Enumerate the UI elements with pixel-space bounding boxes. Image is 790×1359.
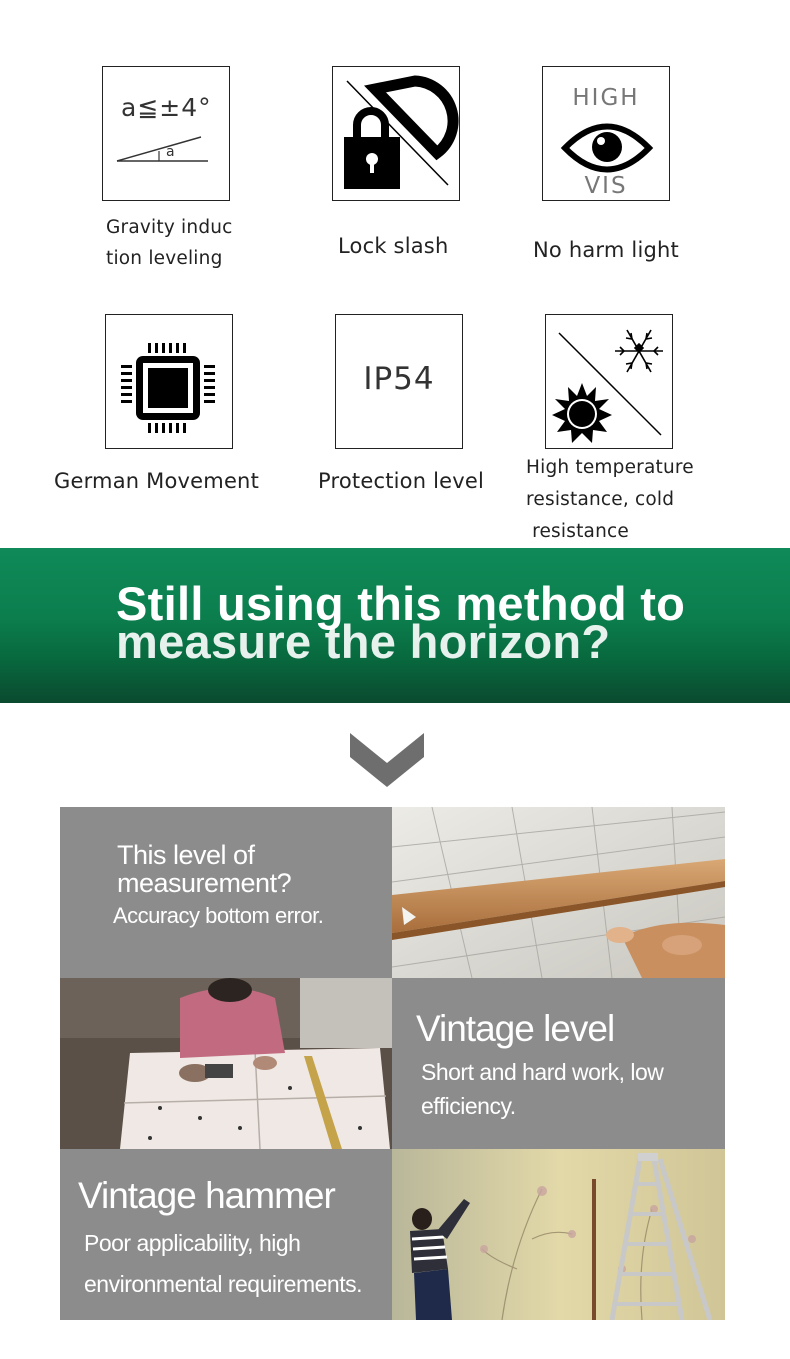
chip-icon <box>106 315 234 450</box>
feature-label-protection-level: Protection level <box>318 469 485 493</box>
feature-label-temp-3: resistance <box>526 521 629 542</box>
ip54-box <box>335 314 463 449</box>
feature-label-temp-1: High temperature <box>526 457 694 478</box>
chevron-down-icon <box>350 733 424 787</box>
sun-snowflake-icon <box>546 315 674 450</box>
chip-box <box>105 314 233 449</box>
gravity-angle-icon <box>103 67 231 202</box>
panel-subtitle-line-2: efficiency. <box>421 1093 516 1119</box>
banner-line-1: Still using this method to <box>116 577 686 630</box>
vintage-level-panel <box>392 978 725 1149</box>
lock-slash-box <box>332 66 460 201</box>
high-vis-box <box>542 66 670 201</box>
measurement-panel <box>60 807 392 978</box>
panel-subtitle: Accuracy bottom error. <box>113 903 324 928</box>
panel-subtitle-line-2: environmental requirements. <box>84 1271 362 1297</box>
gravity-leveling-box <box>102 66 230 201</box>
angle-formula-text: a≦±4° <box>121 93 212 122</box>
angle-symbol: a <box>166 144 175 160</box>
feature-label-german-movement: German Movement <box>54 469 260 493</box>
ceiling-plank-photo <box>392 807 725 978</box>
lock-slash-icon <box>333 67 461 202</box>
feature-label-gravity-1: Gravity induc <box>106 217 233 238</box>
feature-label-lock-slash: Lock slash <box>338 234 449 258</box>
panel-title: Vintage level <box>416 1008 615 1049</box>
high-text: HIGH <box>572 85 640 111</box>
feature-label-temp-2: resistance, cold <box>526 489 675 510</box>
panel-subtitle-line-1: Poor applicability, high <box>84 1230 301 1256</box>
vis-text: VIS <box>584 173 628 199</box>
tile-laying-photo <box>60 978 392 1149</box>
banner-line-2: measure the horizon? <box>116 615 611 668</box>
panel-title-line-1: This level of <box>117 840 255 870</box>
headline-banner <box>0 548 790 703</box>
ip54-icon: IP54 <box>363 361 435 397</box>
sun-snow-box <box>545 314 673 449</box>
panel-subtitle-line-1: Short and hard work, low <box>421 1059 664 1085</box>
wall-ladder-photo <box>392 1149 725 1320</box>
vintage-hammer-panel <box>60 1149 392 1320</box>
feature-label-gravity-2: tion leveling <box>106 248 223 269</box>
feature-label-no-harm-light: No harm light <box>533 238 679 262</box>
panel-title-line-2: measurement? <box>117 868 292 898</box>
panel-title: Vintage hammer <box>78 1175 335 1216</box>
